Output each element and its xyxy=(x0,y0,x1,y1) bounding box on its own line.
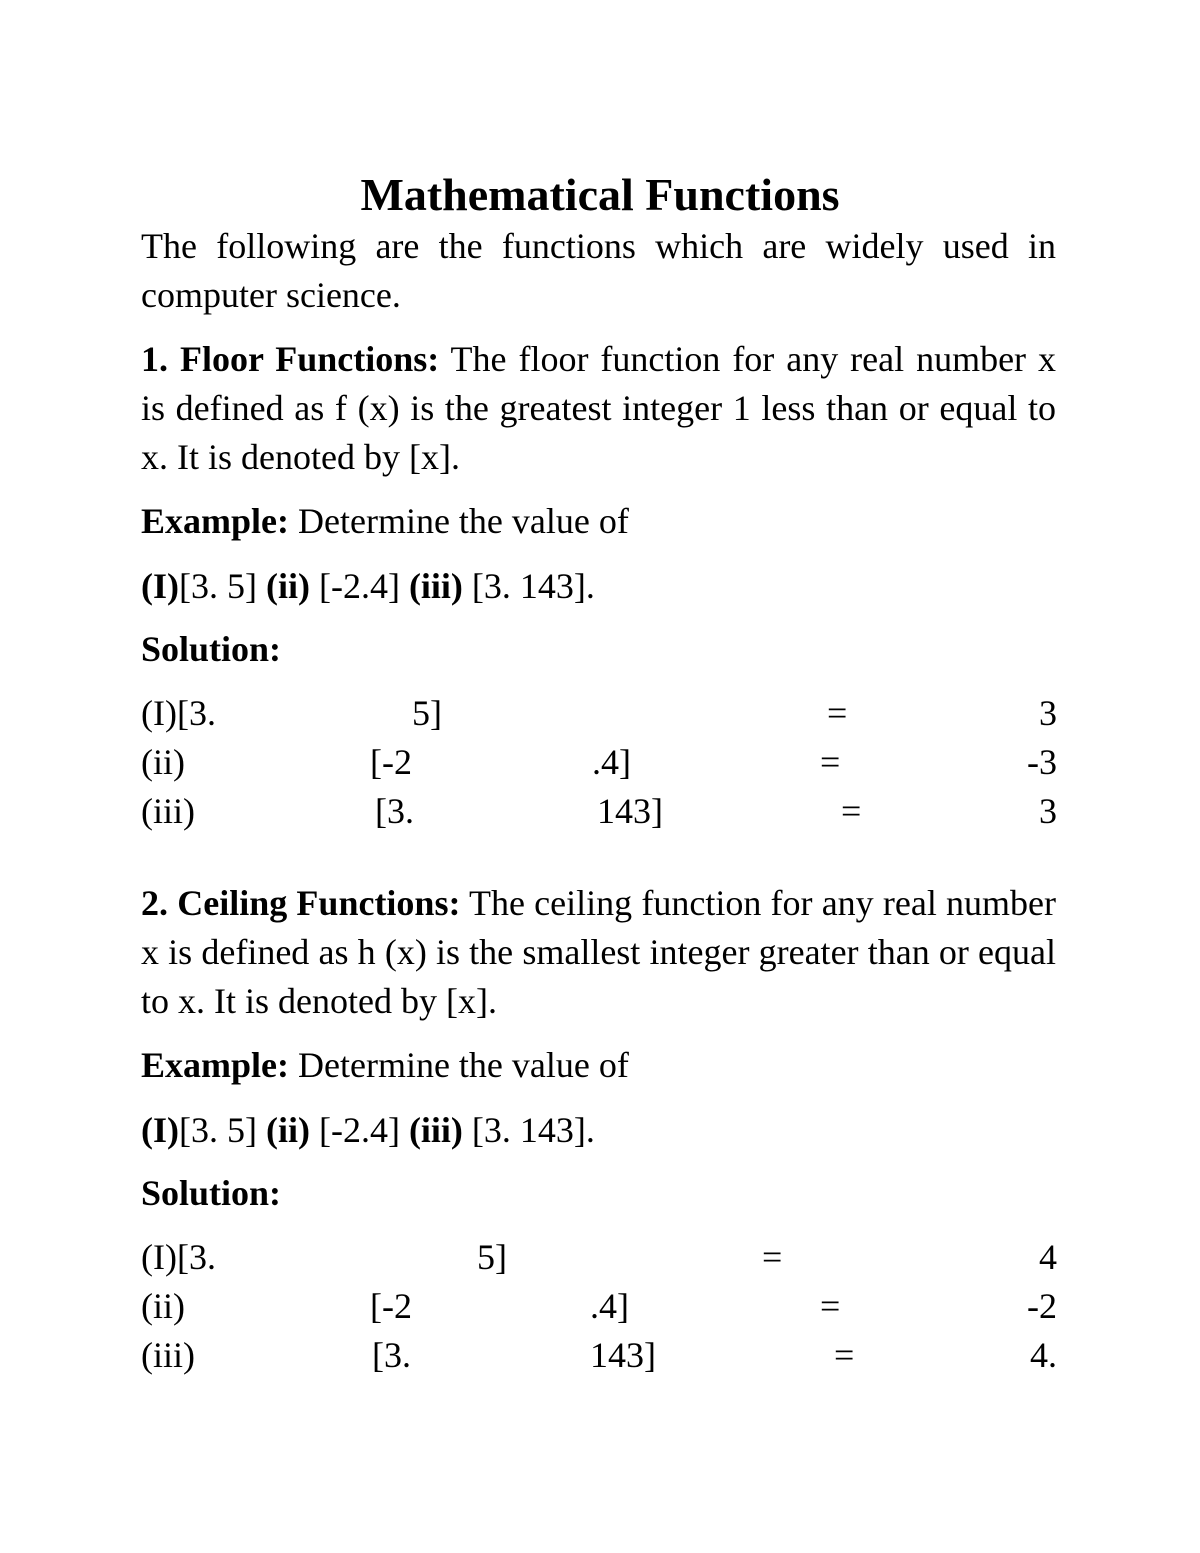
ceiling-heading: Ceiling Functions: xyxy=(177,883,461,923)
floor-row2-b: [-2 xyxy=(370,742,412,782)
ceiling-q1-value: [3. 5] xyxy=(179,1110,257,1150)
floor-definition xyxy=(141,335,1056,482)
page-title: Mathematical Functions xyxy=(360,169,840,220)
ceiling-row1-a: (I)[3. xyxy=(141,1237,216,1277)
floor-q3-value: [3. 143]. xyxy=(471,566,595,606)
ceiling-q3-label: (iii) xyxy=(408,1110,463,1150)
floor-questions xyxy=(141,562,595,611)
floor-row3-eq: = xyxy=(841,791,862,831)
floor-row1-a: (I)[3. xyxy=(141,693,216,733)
ceiling-row1-c: 5] xyxy=(477,1237,507,1277)
floor-q1-label: (I) xyxy=(141,566,179,606)
floor-example-text: Determine the value of xyxy=(289,501,629,541)
ceiling-solution-label xyxy=(141,1169,281,1218)
floor-q2-label: (ii) xyxy=(265,566,310,606)
ceiling-example xyxy=(141,1041,629,1090)
ceiling-row1-result: 4 xyxy=(1039,1237,1057,1277)
ceiling-row3-b: [3. xyxy=(372,1335,411,1375)
ceiling-row2-b: [-2 xyxy=(370,1286,412,1326)
floor-row3-b: [3. xyxy=(375,791,414,831)
ceiling-q2-label: (ii) xyxy=(265,1110,310,1150)
ceiling-row2-result: -2 xyxy=(1027,1286,1057,1326)
ceiling-q1-label: (I) xyxy=(141,1110,179,1150)
floor-row3-a: (iii) xyxy=(141,791,195,831)
ceiling-row2-a: (ii) xyxy=(141,1286,185,1326)
floor-example xyxy=(141,497,629,546)
floor-row1-result: 3 xyxy=(1039,693,1057,733)
floor-row1-c: 5] xyxy=(412,693,442,733)
ceiling-q2-value: [-2.4] xyxy=(318,1110,400,1150)
ceiling-row3-eq: = xyxy=(834,1335,855,1375)
ceiling-row2-c: .4] xyxy=(590,1286,629,1326)
ceiling-row3-c: 143] xyxy=(590,1335,656,1375)
floor-row2-c: .4] xyxy=(592,742,631,782)
floor-q1-value: [3. 5] xyxy=(179,566,257,606)
floor-solution-label xyxy=(141,625,281,674)
floor-solution-label-text: Solution: xyxy=(141,629,282,669)
ceiling-example-text: Determine the value of xyxy=(289,1045,629,1085)
ceiling-row2-eq: = xyxy=(820,1286,841,1326)
ceiling-solution-label-text: Solution: xyxy=(141,1173,282,1213)
ceiling-definition-text: The ceiling function for any real number x is defined as h (x) is the smallest integer greater than or equal to x. It is denoted by [x]. xyxy=(141,883,1057,1021)
floor-heading: Floor Functions: xyxy=(179,339,440,379)
floor-heading-number: 1. xyxy=(141,339,168,379)
floor-row2-eq: = xyxy=(820,742,841,782)
ceiling-row3-a: (iii) xyxy=(141,1335,195,1375)
floor-row1-eq: = xyxy=(827,693,848,733)
ceiling-row3-result: 4. xyxy=(1030,1335,1057,1375)
floor-example-label: Example: xyxy=(141,501,289,541)
floor-row2-result: -3 xyxy=(1027,742,1057,782)
floor-definition-text: The floor function for any real number x is defined as f (x) is the greatest integer 1 less than or equal to x. It is denoted by [x]. xyxy=(141,339,1057,477)
floor-q3-label: (iii) xyxy=(408,566,463,606)
ceiling-q3-value: [3. 143]. xyxy=(471,1110,595,1150)
ceiling-example-label: Example: xyxy=(141,1045,289,1085)
intro-paragraph: The following are the functions which are widely used in computer science. xyxy=(141,226,1056,315)
floor-row3-result: 3 xyxy=(1039,791,1057,831)
ceiling-definition xyxy=(141,879,1056,1026)
floor-row2-a: (ii) xyxy=(141,742,185,782)
floor-row3-c: 143] xyxy=(597,791,663,831)
ceiling-questions xyxy=(141,1106,595,1155)
ceiling-row1-eq: = xyxy=(762,1237,783,1277)
ceiling-heading-number: 2. xyxy=(141,883,168,923)
floor-q2-value: [-2.4] xyxy=(318,566,400,606)
